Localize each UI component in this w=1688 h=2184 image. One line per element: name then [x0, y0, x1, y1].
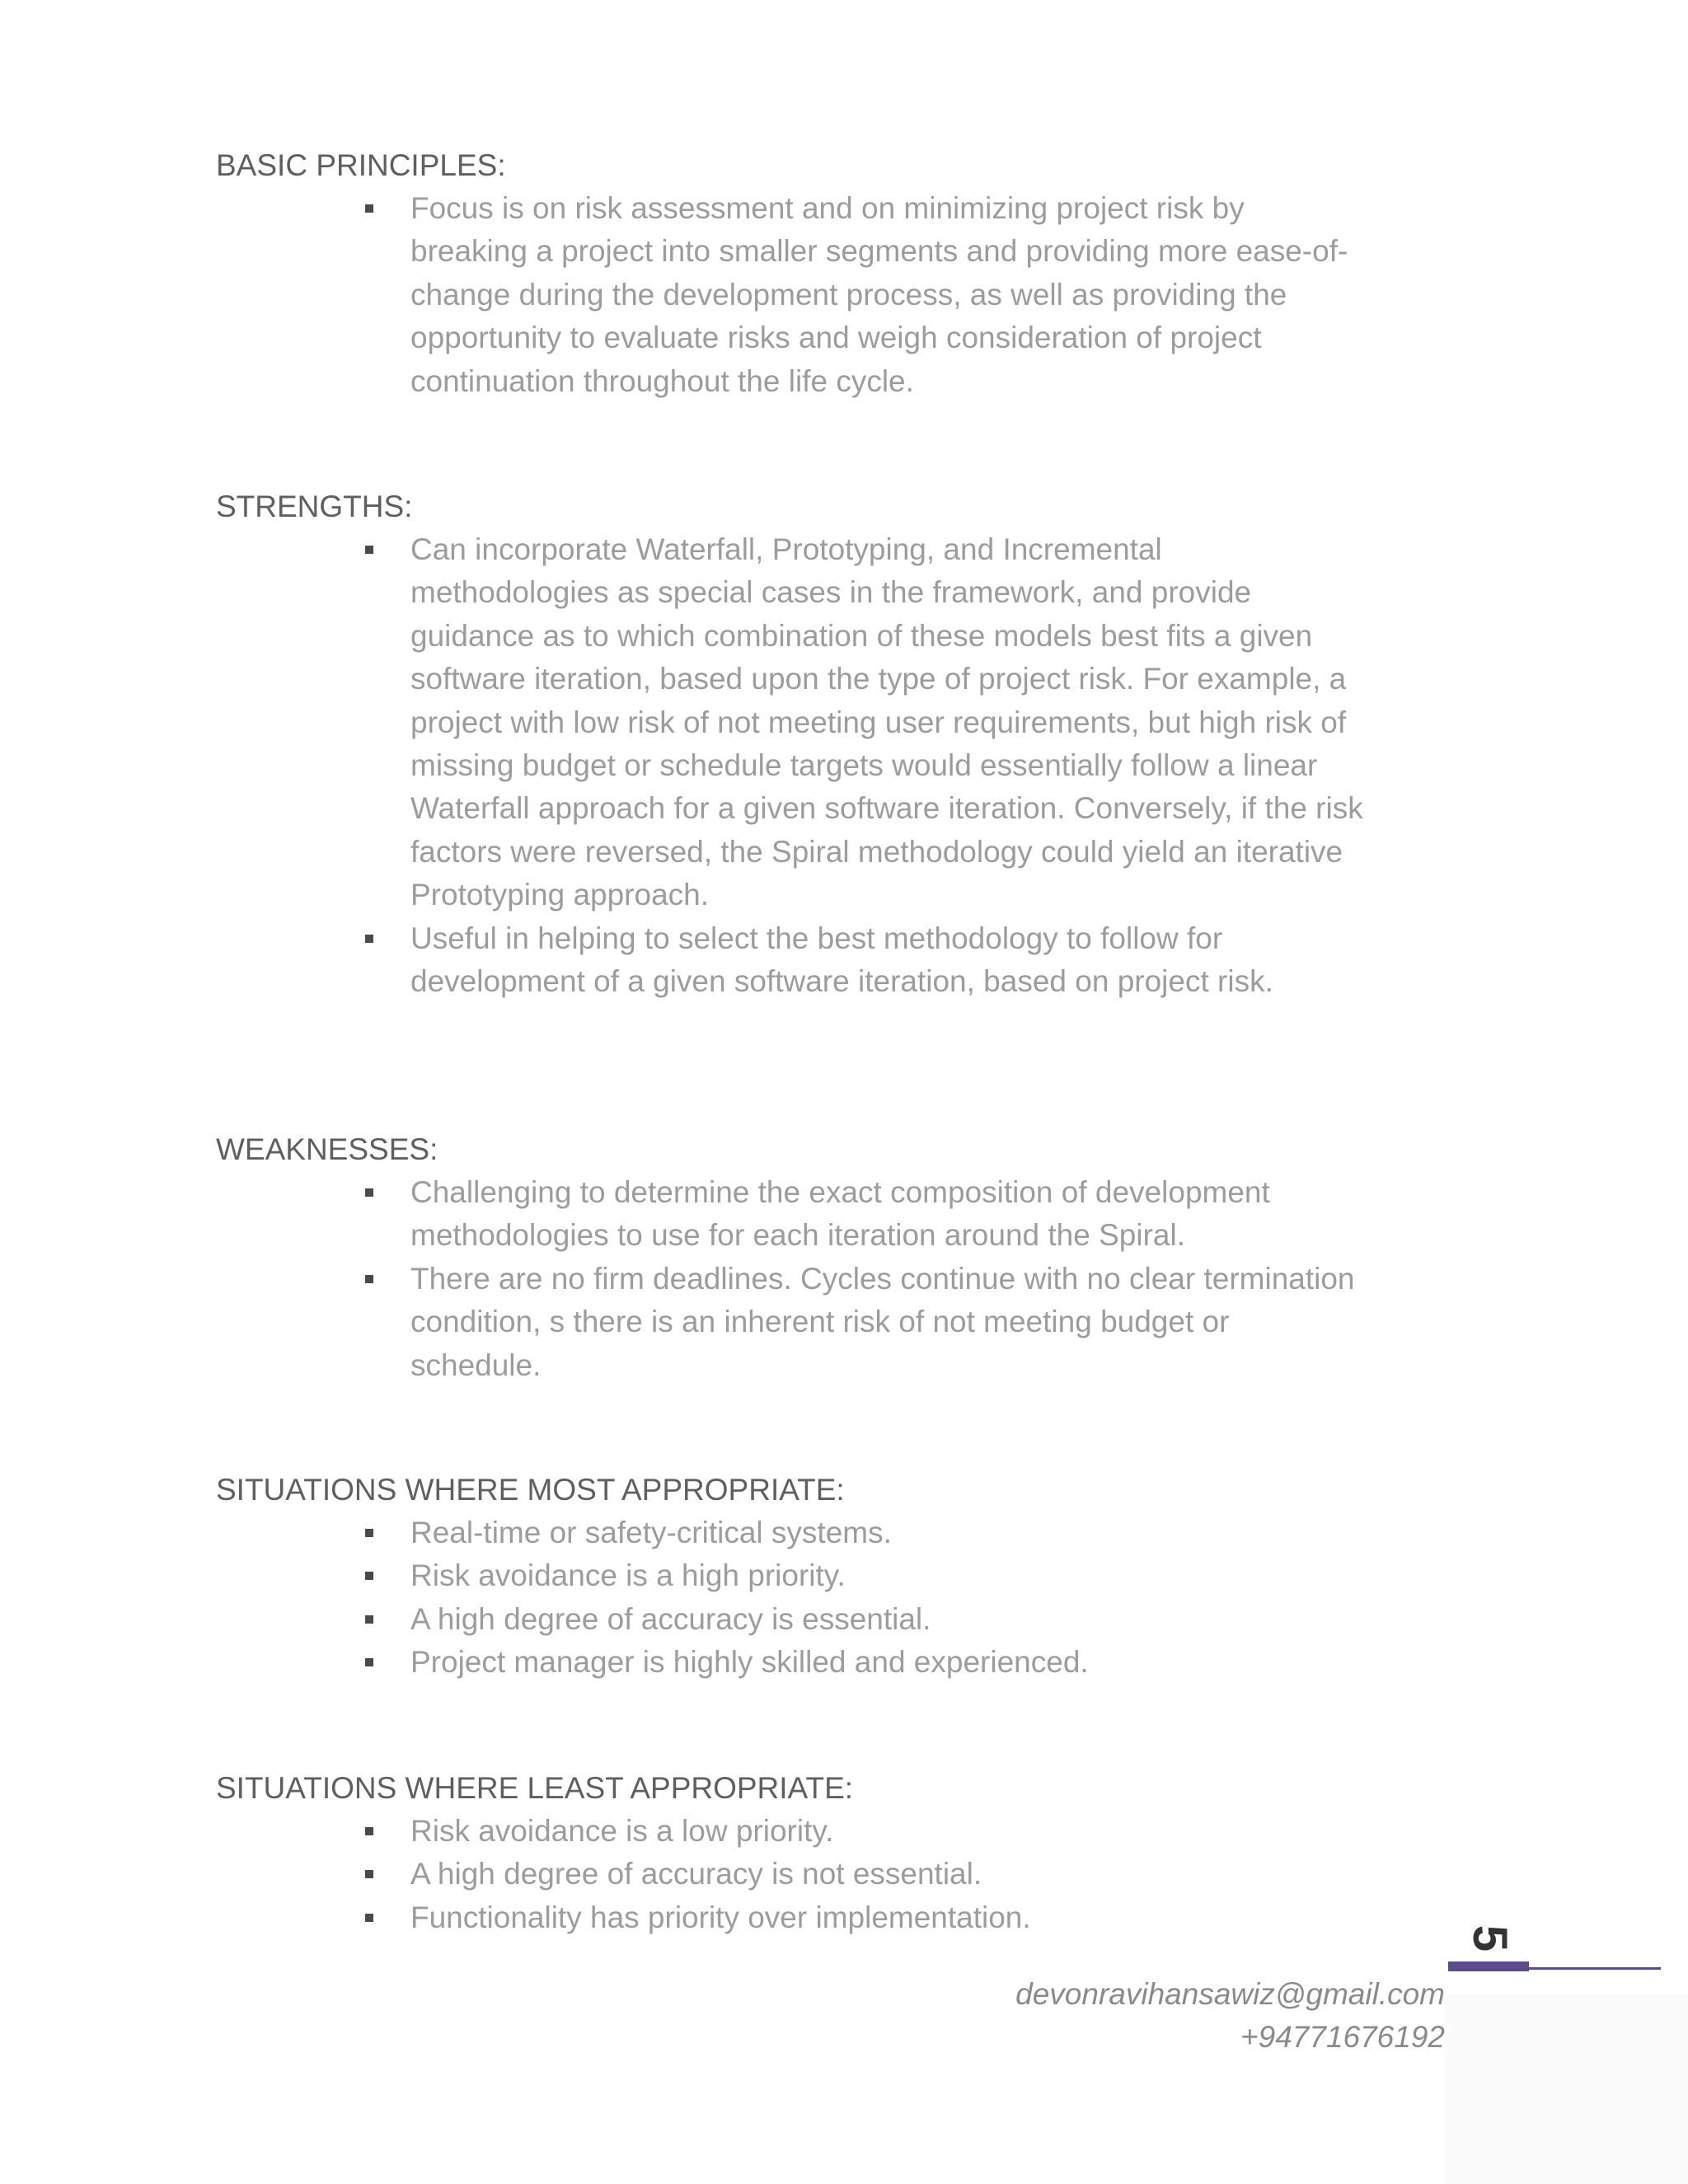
list-item-text: There are no firm deadlines. Cycles continue with no clear termination condition, s there is an inherent risk of not meeting budget or schedule.: [410, 1261, 1355, 1382]
bullet-list: [216, 1171, 1419, 1387]
footer-contact: [1015, 1973, 1445, 2059]
list-item: [410, 1171, 1367, 1258]
bullet-list: [216, 1511, 1419, 1685]
footer-rule: [1529, 1967, 1661, 1970]
square-bullet-icon: [365, 1827, 373, 1835]
list-item: [410, 1511, 1367, 1554]
list-item: [410, 1641, 1367, 1684]
section-strengths: [216, 485, 1419, 1003]
section-heading: SITUATIONS WHERE MOST APPROPRIATE:: [216, 1473, 845, 1507]
page-number-tab: [1448, 1961, 1529, 1971]
list-item: [410, 528, 1367, 917]
list-item-text: Project manager is highly skilled and experienced.: [410, 1645, 1089, 1680]
bullet-list: [216, 187, 1419, 403]
list-item: [410, 1810, 1367, 1853]
list-item: [410, 1258, 1367, 1387]
list-item-text: Focus is on risk assessment and on minimizing project risk by breaking a project into smaller segments and providing more ease-of-change during the development process, as well as providing the opportunity to evaluate risks and weigh consideration of project continuation throughout the life cycle.: [410, 191, 1348, 398]
section-weaknesses: [216, 1128, 1419, 1387]
list-item: [410, 1896, 1367, 1939]
list-item-text: Challenging to determine the exact composition of development methodologies to use for each iteration around the Spiral.: [410, 1175, 1270, 1253]
bullet-list: [216, 1810, 1419, 1939]
list-item-text: Functionality has priority over implementation.: [410, 1900, 1031, 1934]
square-bullet-icon: [365, 1615, 373, 1624]
square-bullet-icon: [365, 1275, 373, 1283]
list-item: [410, 1554, 1367, 1597]
square-bullet-icon: [365, 1658, 373, 1666]
section-most-appropriate: [216, 1469, 1419, 1685]
list-item-text: A high degree of accuracy is not essential.: [410, 1857, 982, 1891]
list-item-text: A high degree of accuracy is essential.: [410, 1601, 931, 1636]
footer-email: devonravihansawiz@gmail.com: [1015, 1977, 1445, 2011]
section-least-appropriate: [216, 1767, 1419, 1939]
section-heading: STRENGTHS:: [216, 490, 413, 523]
square-bullet-icon: [365, 1870, 373, 1878]
page-number: 5: [1463, 1924, 1517, 1952]
list-item: [410, 1598, 1367, 1641]
list-item: [410, 1853, 1367, 1896]
section-heading: BASIC PRINCIPLES:: [216, 148, 506, 182]
square-bullet-icon: [365, 1529, 373, 1537]
square-bullet-icon: [365, 546, 373, 554]
square-bullet-icon: [365, 1572, 373, 1580]
list-item: [410, 917, 1367, 1004]
footer-phone: +94771676192: [1240, 2020, 1445, 2054]
bullet-list: [216, 528, 1419, 1003]
section-heading: WEAKNESSES:: [216, 1132, 438, 1166]
list-item-text: Risk avoidance is a high priority.: [410, 1558, 846, 1593]
square-bullet-icon: [365, 1188, 373, 1197]
list-item-text: Can incorporate Waterfall, Prototyping, and Incremental methodologies as special cases in the framework, and provide guidance as to which combination of these models best fits a given software iteration, based upon the type of project risk. For example, a project with low risk of not meeting user requirements, but high risk of missing budget or schedule targets would essentially follow a linear Waterfall approach for a given software iteration. Conversely, if the risk factors were reversed, the Spiral methodology could yield an iterative Prototyping approach.: [410, 532, 1363, 912]
list-item-text: Risk avoidance is a low priority.: [410, 1814, 834, 1848]
square-bullet-icon: [365, 204, 373, 213]
section-heading: SITUATIONS WHERE LEAST APPROPRIATE:: [216, 1771, 854, 1805]
list-item-text: Useful in helping to select the best methodology to follow for development of a given software iteration, based on project risk.: [410, 921, 1273, 999]
square-bullet-icon: [365, 935, 373, 943]
list-item-text: Real-time or safety-critical systems.: [410, 1516, 892, 1549]
footer-corner-shade: [1444, 1994, 1688, 2184]
list-item: [410, 187, 1367, 403]
square-bullet-icon: [365, 1914, 373, 1922]
section-basic-principles: [216, 144, 1419, 403]
